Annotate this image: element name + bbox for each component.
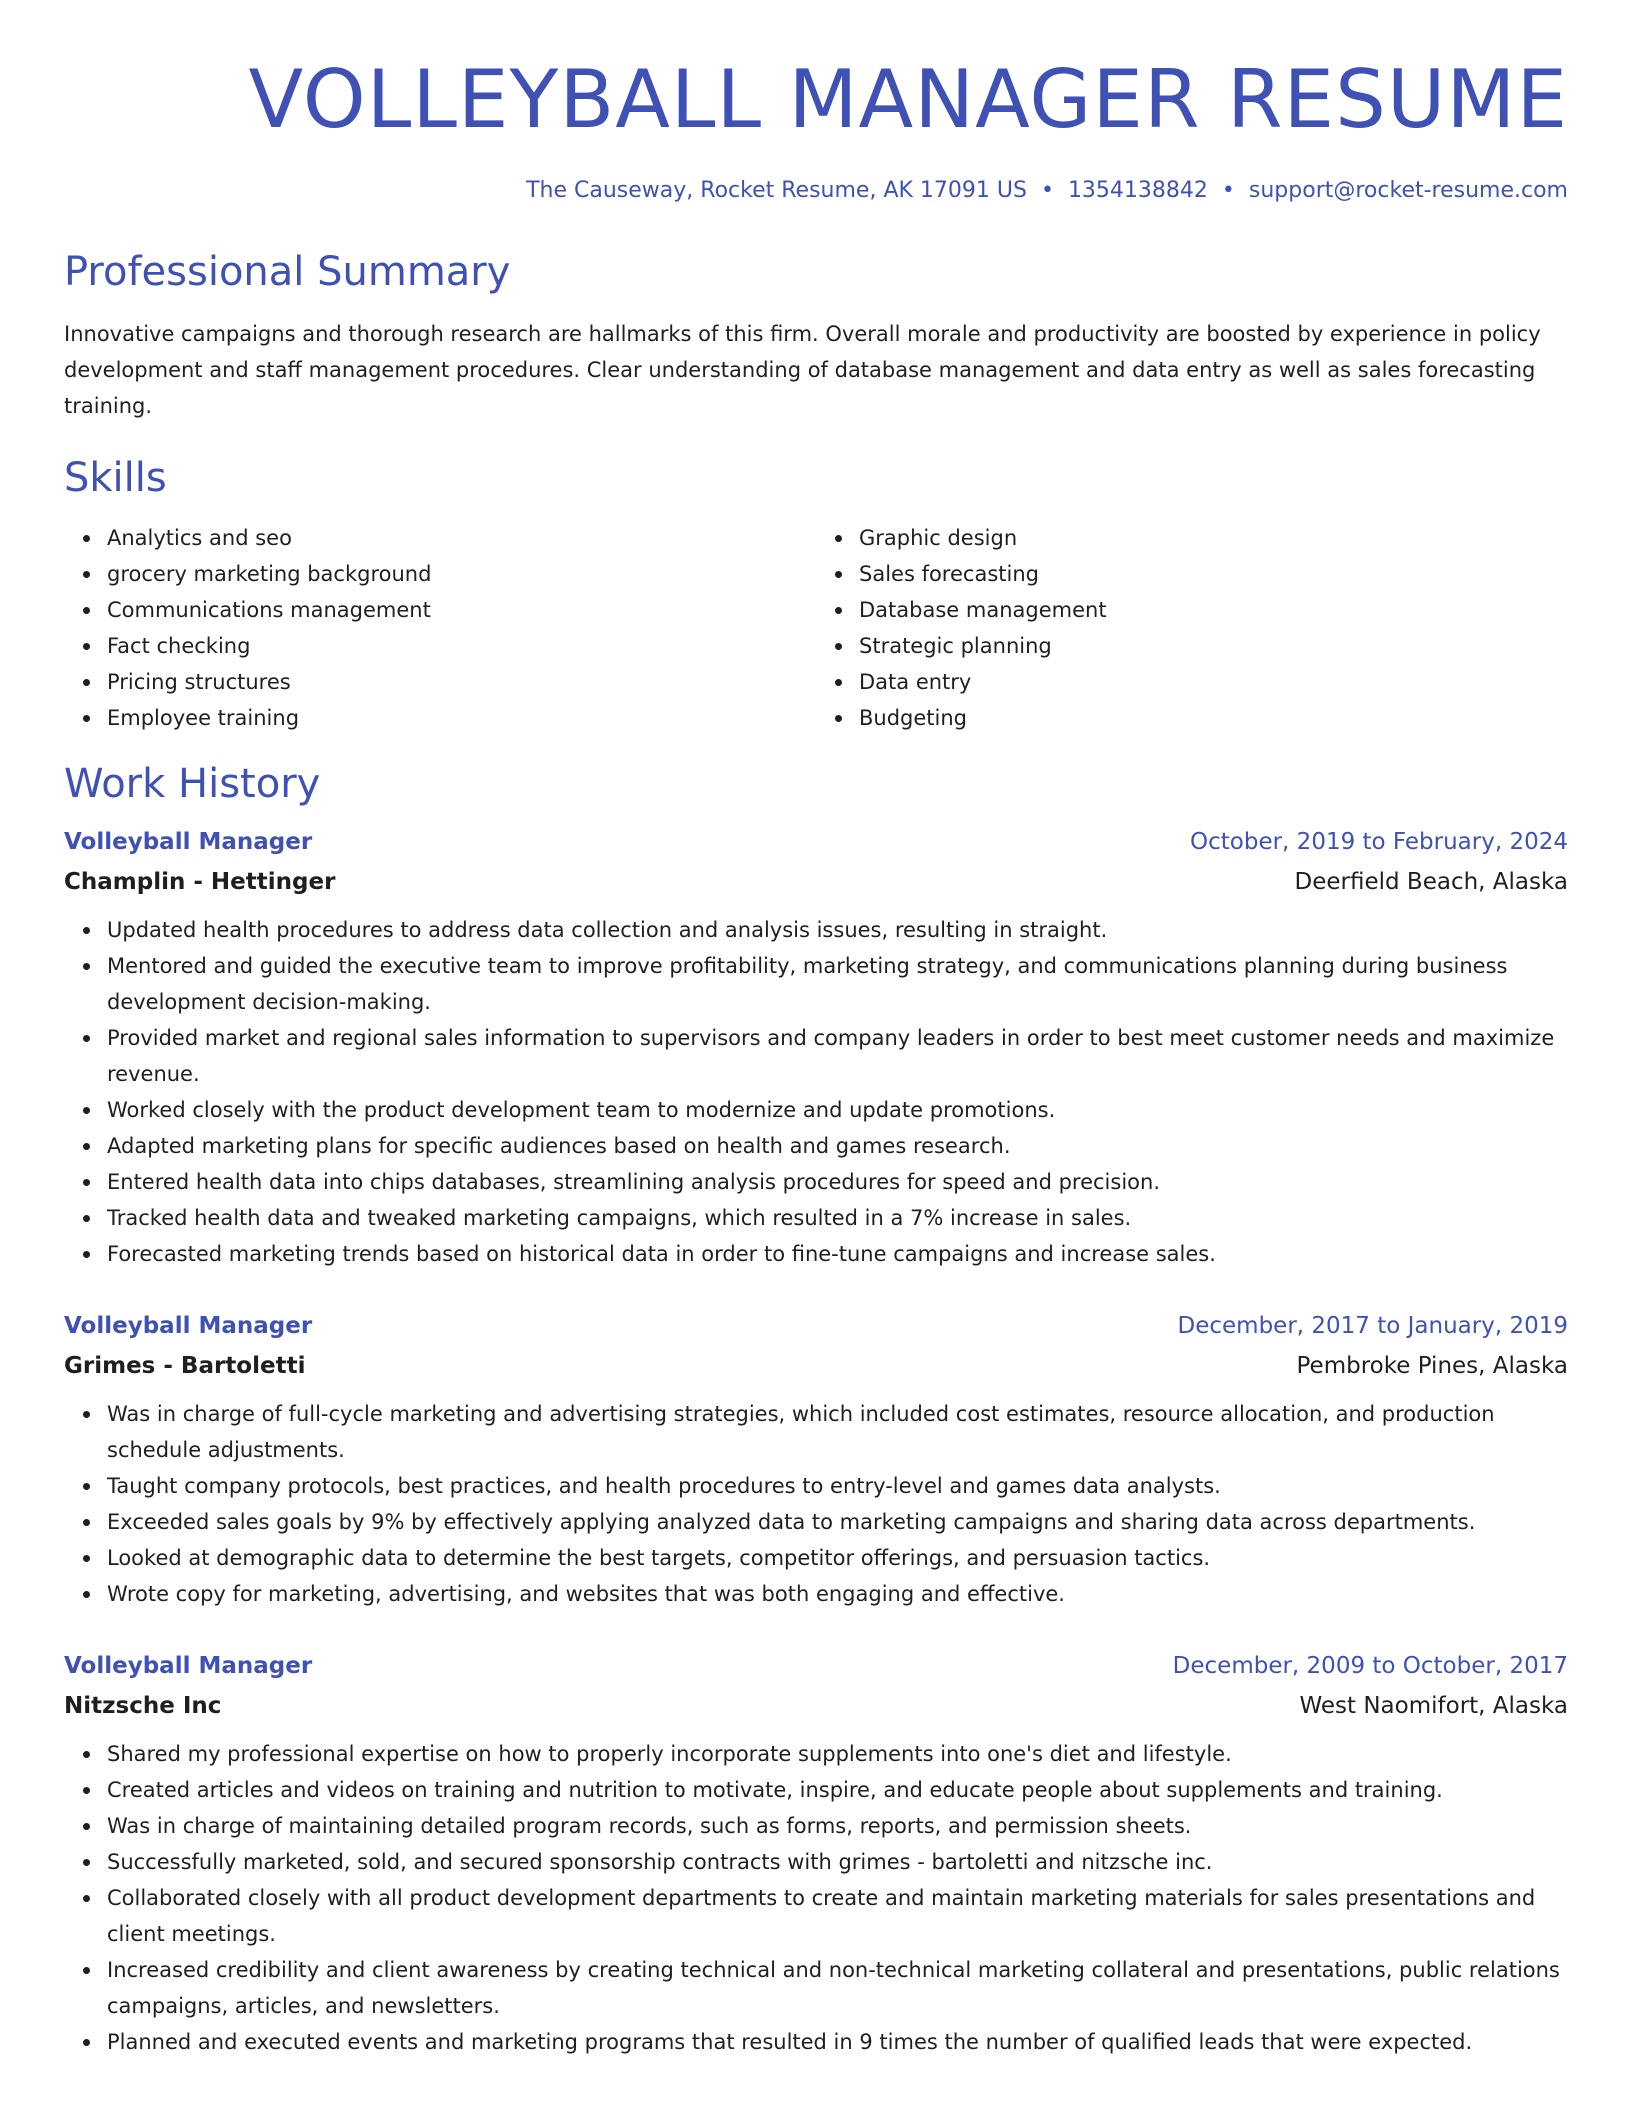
job-entry <box>64 1646 1568 2060</box>
job-bullet: Wrote copy for marketing, advertising, and websites that was both engaging and effective. <box>107 1576 1568 1612</box>
skill-item: Pricing structures <box>107 664 816 700</box>
job-bullet: Exceeded sales goals by 9% by effectively applying analyzed data to marketing campaigns and sharing data across departments. <box>107 1504 1568 1540</box>
job-bullet: Increased credibility and client awareness by creating technical and non-technical marketing collateral and presentations, public relations campaigns, articles, and newsletters. <box>107 1952 1568 2024</box>
job-dates: December, 2017 to January, 2019 <box>1177 1313 1568 1340</box>
work-history-heading: Work History <box>64 761 321 808</box>
job-header-row <box>64 1306 1568 1346</box>
job-company-row <box>64 862 1568 902</box>
skill-item: grocery marketing background <box>107 556 816 592</box>
job-bullet: Successfully marketed, sold, and secured sponsorship contracts with grimes - bartoletti and nitzsche inc. <box>107 1844 1568 1880</box>
job-bullet: Was in charge of maintaining detailed program records, such as forms, reports, and permission sheets. <box>107 1808 1568 1844</box>
job-bullet: Updated health procedures to address data collection and analysis issues, resulting in straight. <box>107 912 1568 948</box>
job-bullet: Entered health data into chips databases, streamlining analysis procedures for speed and precision. <box>107 1164 1568 1200</box>
job-company: Champlin - Hettinger <box>64 869 336 896</box>
job-bullet: Worked closely with the product development team to modernize and update promotions. <box>107 1092 1568 1128</box>
contact-email: support@rocket-resume.com <box>1248 178 1568 203</box>
job-title: Volleyball Manager <box>64 1653 313 1680</box>
job-bullet: Forecasted marketing trends based on historical data in order to fine-tune campaigns and increase sales. <box>107 1236 1568 1272</box>
summary-text: Innovative campaigns and thorough research are hallmarks of this firm. Overall morale and productivity are boosted by experience in policy development and staff management procedures. Clear understanding of database management and data entry as well as sales forecasting training. <box>64 322 1541 419</box>
job-header-row <box>64 822 1568 862</box>
separator-dot: • <box>1221 178 1235 203</box>
skills-column-right <box>816 520 1568 736</box>
job-bullets <box>64 912 1568 1272</box>
skill-item: Data entry <box>859 664 1568 700</box>
skill-item: Budgeting <box>859 700 1568 736</box>
job-bullet: Tracked health data and tweaked marketing campaigns, which resulted in a 7% increase in sales. <box>107 1200 1568 1236</box>
job-bullets <box>64 1736 1568 2060</box>
job-title: Volleyball Manager <box>64 1313 313 1340</box>
job-location: Pembroke Pines, Alaska <box>1296 1353 1568 1380</box>
skill-item: Employee training <box>107 700 816 736</box>
job-title: Volleyball Manager <box>64 829 313 856</box>
skill-item: Analytics and seo <box>107 520 816 556</box>
contact-line <box>64 178 1568 204</box>
job-location: West Naomifort, Alaska <box>1299 1693 1568 1720</box>
skill-item: Sales forecasting <box>859 556 1568 592</box>
job-bullet: Was in charge of full-cycle marketing and advertising strategies, which included cost estimates, resource allocation, and production schedule adjustments. <box>107 1396 1568 1468</box>
job-dates: October, 2019 to February, 2024 <box>1190 829 1568 856</box>
job-bullet: Created articles and videos on training and nutrition to motivate, inspire, and educate people about supplements and training. <box>107 1772 1568 1808</box>
job-company-row <box>64 1346 1568 1386</box>
job-location: Deerfield Beach, Alaska <box>1294 869 1568 896</box>
skills-column-left <box>64 520 816 736</box>
skill-item: Communications management <box>107 592 816 628</box>
separator-dot: • <box>1040 178 1054 203</box>
job-company: Nitzsche Inc <box>64 1693 222 1720</box>
job-company-row <box>64 1686 1568 1726</box>
skill-item: Database management <box>859 592 1568 628</box>
skill-item: Fact checking <box>107 628 816 664</box>
job-dates: December, 2009 to October, 2017 <box>1172 1653 1568 1680</box>
skills-list <box>64 520 1568 736</box>
job-bullet: Planned and executed events and marketing programs that resulted in 9 times the number of qualified leads that were expected. <box>107 2024 1568 2060</box>
resume-title: VOLLEYBALL MANAGER RESUME <box>248 53 1568 146</box>
job-bullet: Mentored and guided the executive team to improve profitability, marketing strategy, and communications planning during business development decision-making. <box>107 948 1568 1020</box>
job-header-row <box>64 1646 1568 1686</box>
job-bullet: Provided market and regional sales information to supervisors and company leaders in order to best meet customer needs and maximize revenue. <box>107 1020 1568 1092</box>
job-bullet: Collaborated closely with all product development departments to create and maintain marketing materials for sales presentations and client meetings. <box>107 1880 1568 1952</box>
job-entry <box>64 1306 1568 1612</box>
skills-heading: Skills <box>64 455 167 502</box>
contact-phone: 1354138842 <box>1067 178 1208 203</box>
job-bullets <box>64 1396 1568 1612</box>
job-bullet: Adapted marketing plans for specific audiences based on health and games research. <box>107 1128 1568 1164</box>
skill-item: Strategic planning <box>859 628 1568 664</box>
job-bullet: Looked at demographic data to determine the best targets, competitor offerings, and persuasion tactics. <box>107 1540 1568 1576</box>
job-entry <box>64 822 1568 1272</box>
job-bullet: Taught company protocols, best practices, and health procedures to entry-level and games data analysts. <box>107 1468 1568 1504</box>
job-company: Grimes - Bartoletti <box>64 1353 306 1380</box>
work-history-list <box>64 822 1568 2060</box>
summary-heading: Professional Summary <box>64 249 511 296</box>
contact-address: The Causeway, Rocket Resume, AK 17091 US <box>526 178 1027 203</box>
skill-item: Graphic design <box>859 520 1568 556</box>
job-bullet: Shared my professional expertise on how to properly incorporate supplements into one's diet and lifestyle. <box>107 1736 1568 1772</box>
